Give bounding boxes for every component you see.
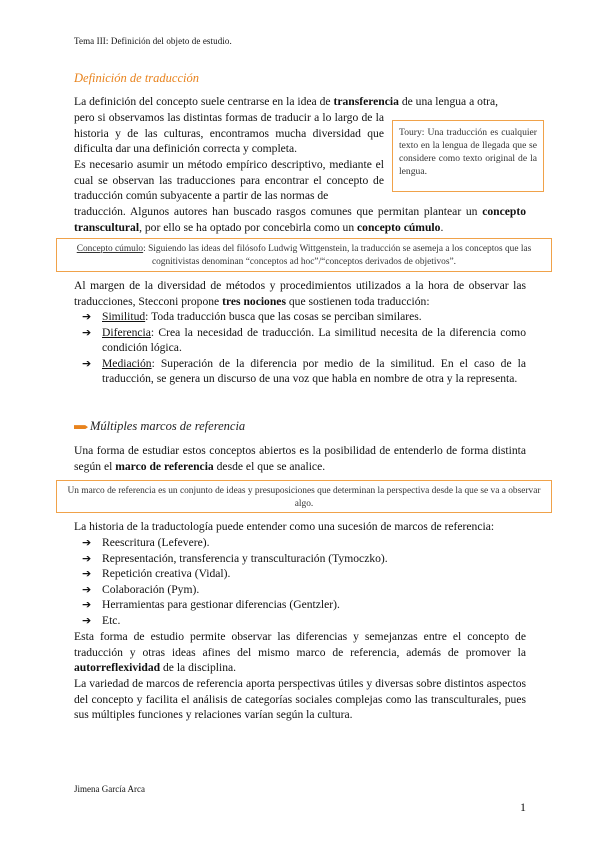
toury-note-box: Toury: Una traducción es cualquier texto en la lengua de llegada que se considere como texto original de la lengua. [392, 120, 544, 192]
arrow-right-icon: ➔ [82, 356, 92, 370]
arrow-right-icon: ➔ [82, 551, 92, 565]
section-heading-definicion: Definición de traducción [74, 71, 199, 85]
marco-referencia-box: Un marco de referencia es un conjunto de ideas y presuposiciones que determinan la perspectiva desde la que se va a observar algo. [56, 480, 552, 513]
list-item: ➔ Etc. [82, 613, 121, 627]
paragraph-nociones: Al margen de la diversidad de métodos y procedimientos utilizados a la hora de observar las traducciones, Stecconi propone tres nociones que sostienen toda traducción: [74, 279, 526, 308]
list-item: ➔ Representación, transferencia y transculturación (Tymoczko). [82, 551, 388, 565]
list-item: ➔ Repetición creativa (Vidal). [82, 567, 231, 581]
paragraph-historia: La historia de la traductología puede entender como una sucesión de marcos de referencia: [74, 520, 495, 533]
paragraph-definicion: pero si observamos las distintas formas de traducir a lo largo de la historia y de las culturas, encontramos mucha diversidad que dificulta dar una definición correcta y completa. [74, 111, 384, 156]
list-item: ➔ Herramientas para gestionar diferencias (Gentzler). [82, 598, 340, 612]
notions-list [74, 309, 526, 387]
list-item: ➔ Similitud: Toda traducción busca que las cosas se perciban similares. [82, 310, 422, 323]
arrow-right-icon: ➔ [82, 567, 92, 581]
paragraph-metodo: Es necesario asumir un método empírico descriptivo, mediante el cual se observan las traducciones para encontrar el concepto de traducción común subyacente a partir de las normas de [74, 158, 384, 203]
paragraph-definicion-line1: La definición del concepto suele centrarse en la idea de transferencia de una lengua a otra, [74, 95, 499, 108]
page-header: Tema III: Definición del objeto de estudio. [74, 36, 232, 46]
paragraph-marcos: Una forma de estudiar estos conceptos abiertos es la posibilidad de entenderlo de forma distinta según el marco de referencia desde el que se analice. [74, 444, 526, 473]
section-heading-marcos: Múltiples marcos de referencia [74, 419, 245, 434]
arrow-right-icon: ➔ [82, 310, 92, 323]
arrow-right-icon: ➔ [82, 325, 92, 339]
arrow-right-icon: ➔ [82, 613, 92, 627]
paragraph-estudio: Esta forma de estudio permite observar las diferencias y semejanzas entre el concepto de traducción y otras ideas afines del mismo marco de referencia, además de promover la autorreflexividad de la disciplina. [74, 630, 526, 675]
list-item: ➔ Mediación: Superación de la diferencia por medio de la similitud. En el caso de la traducción, se genera un discurso de una voz que habla en nombre de otra y la representa. [82, 356, 526, 386]
arrow-right-icon: ➔ [82, 582, 92, 596]
paragraph-variedad: La variedad de marcos de referencia aporta perspectivas útiles y diversas sobre distintos aspectos del concepto y facilita el análisis de categorías sociales complejas como las transculturales, pues sus múltiples funciones y relaciones varían según la cultura. [74, 677, 526, 722]
arrow-right-icon: ➔ [82, 598, 92, 612]
list-item: ➔ Colaboración (Pym). [82, 582, 200, 596]
paragraph-metodo-continuation: traducción. Algunos autores han buscado rasgos comunes que permitan plantear un concepto transcultural, por ello se ha optado por concebirla como un concepto cúmulo. [74, 205, 526, 234]
concepto-cumulo-label: Concepto cúmulo [76, 244, 144, 254]
page-number: 1 [520, 800, 526, 814]
concepto-cumulo-box: Concepto cúmulo: Siguiendo las ideas del filósofo Ludwig Wittgenstein, la traducción se asemeja a los conceptos que las cognitivistas denominan “conceptos ad hoc”/“conceptos derivados de objetivos”. [56, 238, 552, 272]
arrow-right-icon: ➔ [82, 536, 92, 549]
footer-author: Jimena García Arca [74, 784, 145, 794]
list-item: ➔ Diferencia: Crea la necesidad de traducción. La similitud necesita de la diferencia como condición lógica. [82, 325, 526, 355]
list-item: ➔ Reescritura (Lefevere). [82, 536, 210, 549]
frames-list [74, 535, 526, 629]
pencil-icon [74, 425, 88, 429]
